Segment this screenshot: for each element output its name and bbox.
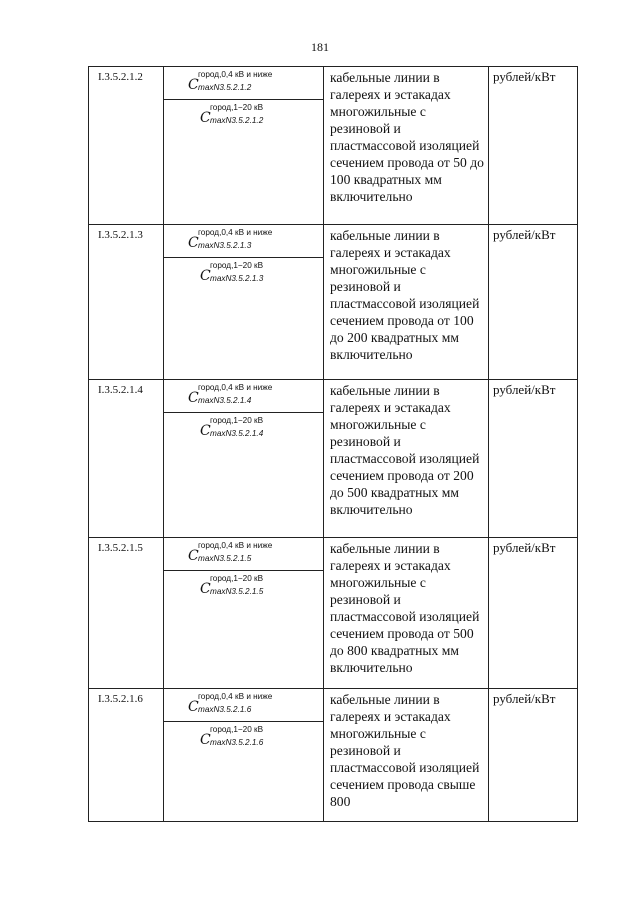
row-code: I.3.5.2.1.2 [89, 67, 164, 224]
formula-cell [164, 538, 324, 688]
formula-symbol: C [188, 235, 199, 251]
row-description: кабельные линии в галереях и эстакадах многожильные с резиновой и пластмассовой изоляцией сечением провода свыше 800 [324, 689, 489, 821]
row-unit: рублей/кВт [489, 225, 578, 379]
row-unit: рублей/кВт [489, 67, 578, 224]
formula-cell [164, 380, 324, 537]
formula-subscript: maxN3.5.2.1.2 [198, 83, 252, 92]
formula-symbol: C [200, 268, 211, 284]
row-unit: рублей/кВт [489, 538, 578, 688]
formula-symbol: C [200, 732, 211, 748]
formula-symbol: C [200, 581, 211, 597]
formula-symbol: C [188, 699, 199, 715]
formula-superscript: город,1−20 кВ [210, 574, 264, 583]
formula-cell [164, 225, 324, 379]
formula-high-voltage [164, 100, 323, 133]
formula-symbol: C [200, 423, 211, 439]
formula-superscript: город,1−20 кВ [210, 725, 264, 734]
formula-superscript: город,0,4 кВ и ниже [198, 228, 273, 237]
tariff-table [88, 66, 578, 822]
row-code: I.3.5.2.1.3 [89, 225, 164, 379]
row-description: кабельные линии в галереях и эстакадах многожильные с резиновой и пластмассовой изоляцией сечением провода от 50 до 100 квадратных мм включительно [324, 67, 489, 224]
formula-superscript: город,1−20 кВ [210, 103, 264, 112]
row-description: кабельные линии в галереях и эстакадах многожильные с резиновой и пластмассовой изоляцией сечением провода от 100 до 200 квадратных мм включительно [324, 225, 489, 379]
row-code: I.3.5.2.1.5 [89, 538, 164, 688]
formula-superscript: город,0,4 кВ и ниже [198, 383, 273, 392]
table-row [89, 380, 578, 538]
formula-subscript: maxN3.5.2.1.3 [198, 241, 252, 250]
table-row [89, 689, 578, 822]
formula-symbol: C [188, 390, 199, 406]
formula-symbol: C [188, 548, 199, 564]
formula-superscript: город,0,4 кВ и ниже [198, 541, 273, 550]
page-number: 181 [311, 40, 329, 54]
formula-high-voltage [164, 571, 323, 604]
row-description: кабельные линии в галереях и эстакадах многожильные с резиновой и пластмассовой изоляцией сечением провода от 200 до 500 квадратных мм включительно [324, 380, 489, 537]
table-row [89, 67, 578, 225]
row-description: кабельные линии в галереях и эстакадах многожильные с резиновой и пластмассовой изоляцией сечением провода от 500 до 800 квадратных мм включительно [324, 538, 489, 688]
table-row [89, 225, 578, 380]
formula-superscript: город,1−20 кВ [210, 261, 264, 270]
formula-low-voltage [164, 538, 323, 571]
formula-subscript: maxN3.5.2.1.2 [210, 116, 264, 125]
formula-subscript: maxN3.5.2.1.4 [210, 429, 264, 438]
formula-cell [164, 67, 324, 224]
formula-subscript: maxN3.5.2.1.5 [198, 554, 252, 563]
row-unit: рублей/кВт [489, 380, 578, 537]
formula-superscript: город,0,4 кВ и ниже [198, 692, 273, 701]
row-code: I.3.5.2.1.4 [89, 380, 164, 537]
formula-superscript: город,0,4 кВ и ниже [198, 70, 273, 79]
formula-low-voltage [164, 689, 323, 722]
row-code: I.3.5.2.1.6 [89, 689, 164, 821]
formula-high-voltage [164, 258, 323, 291]
formula-symbol: C [188, 77, 199, 93]
formula-high-voltage [164, 722, 323, 755]
formula-low-voltage [164, 225, 323, 258]
formula-subscript: maxN3.5.2.1.6 [198, 705, 252, 714]
row-unit: рублей/кВт [489, 689, 578, 821]
formula-subscript: maxN3.5.2.1.6 [210, 738, 264, 747]
formula-cell [164, 689, 324, 821]
formula-superscript: город,1−20 кВ [210, 416, 264, 425]
table-row [89, 538, 578, 689]
formula-subscript: maxN3.5.2.1.4 [198, 396, 252, 405]
formula-high-voltage [164, 413, 323, 446]
formula-low-voltage [164, 67, 323, 100]
formula-symbol: C [200, 110, 211, 126]
formula-low-voltage [164, 380, 323, 413]
formula-subscript: maxN3.5.2.1.5 [210, 587, 264, 596]
formula-subscript: maxN3.5.2.1.3 [210, 274, 264, 283]
